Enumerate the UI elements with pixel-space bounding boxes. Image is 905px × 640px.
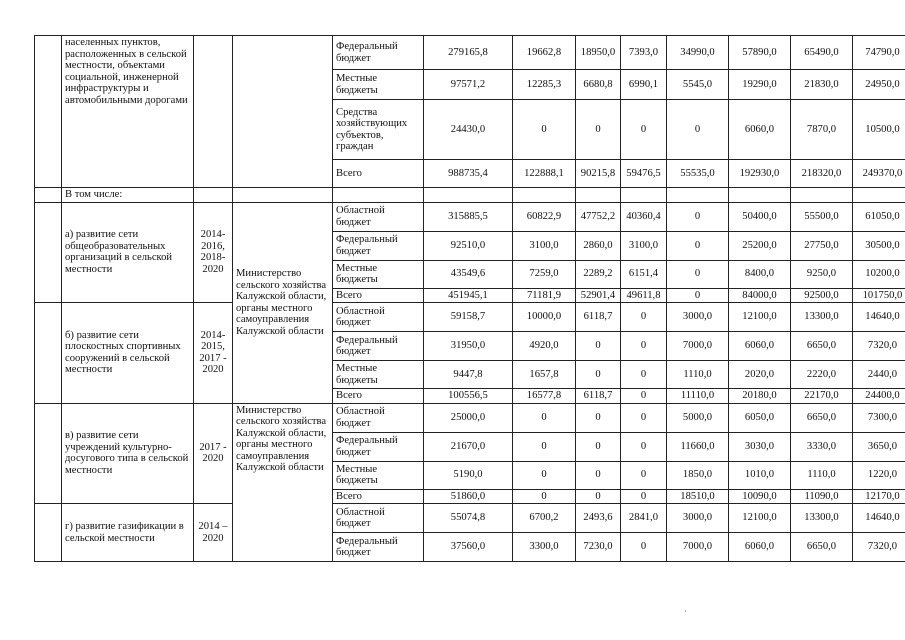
amount-cell: 0: [621, 533, 667, 562]
amount-cell: 2289,2: [576, 260, 621, 288]
funding-source: Федеральный бюджет: [333, 533, 424, 562]
amount-cell: 13300,0: [791, 504, 853, 533]
amount-cell: 0: [576, 461, 621, 489]
amount-cell: 16577,8: [513, 389, 576, 404]
index-cell: [35, 403, 62, 504]
amount-cell: 10000,0: [513, 303, 576, 332]
executor-cell: Министерство сельского хозяйства Калужской области, органы местного самоуправления Калужской области: [233, 403, 333, 562]
funding-source: Местные бюджеты: [333, 461, 424, 489]
amount-cell: 0: [621, 100, 667, 160]
funding-source: Областной бюджет: [333, 403, 424, 432]
index-cell: [35, 202, 62, 303]
amount-cell: 21830,0: [791, 70, 853, 100]
amount-cell: 13300,0: [791, 303, 853, 332]
amount-cell: 43549,6: [424, 260, 513, 288]
amount-cell: 7870,0: [791, 100, 853, 160]
years-cell: [194, 188, 233, 203]
amount-cell: 18950,0: [576, 36, 621, 70]
amount-cell: 7000,0: [667, 332, 729, 361]
amount-cell: 57890,0: [729, 36, 791, 70]
amount-cell: 6060,0: [729, 332, 791, 361]
amount-cell: 60822,9: [513, 202, 576, 231]
empty-cell: [729, 188, 791, 203]
amount-cell: 11660,0: [667, 432, 729, 461]
amount-cell: 7320,0: [853, 533, 905, 562]
measure-label: а) развитие сети общеобразовательных организаций в сельской местности: [62, 202, 194, 303]
amount-cell: 1110,0: [667, 361, 729, 389]
amount-cell: 7300,0: [853, 403, 905, 432]
funding-source: Областной бюджет: [333, 303, 424, 332]
amount-cell: 6060,0: [729, 100, 791, 160]
amount-cell: 3030,0: [729, 432, 791, 461]
funding-source: Федеральный бюджет: [333, 332, 424, 361]
amount-cell: 12100,0: [729, 303, 791, 332]
amount-cell: 0: [621, 461, 667, 489]
amount-cell: 2860,0: [576, 231, 621, 260]
amount-cell: 19290,0: [729, 70, 791, 100]
amount-cell: 6700,2: [513, 504, 576, 533]
amount-cell: 18510,0: [667, 489, 729, 504]
empty-cell: [667, 188, 729, 203]
measure-label: б) развитие сети плоскостных спортивных сооружений в сельской местности: [62, 303, 194, 404]
table-row: [35, 303, 905, 332]
measure-label: г) развитие газификации в сельской местности: [62, 504, 194, 562]
scan-mark: ·: [684, 606, 687, 616]
amount-cell: 0: [576, 361, 621, 389]
amount-cell: 0: [667, 100, 729, 160]
amount-cell: 92510,0: [424, 231, 513, 260]
amount-cell: 27750,0: [791, 231, 853, 260]
amount-cell: 3100,0: [621, 231, 667, 260]
years-cell: [194, 36, 233, 188]
amount-cell: 1110,0: [791, 461, 853, 489]
funding-source: Областной бюджет: [333, 202, 424, 231]
amount-cell: 5190,0: [424, 461, 513, 489]
empty-cell: [424, 188, 513, 203]
amount-cell: 25000,0: [424, 403, 513, 432]
amount-cell: 6650,0: [791, 403, 853, 432]
empty-cell: [513, 188, 576, 203]
funding-source: Местные бюджеты: [333, 70, 424, 100]
amount-cell: 3650,0: [853, 432, 905, 461]
amount-cell: 3100,0: [513, 231, 576, 260]
amount-cell: 90215,8: [576, 160, 621, 188]
amount-cell: 6990,1: [621, 70, 667, 100]
amount-cell: 0: [621, 403, 667, 432]
amount-cell: 3000,0: [667, 303, 729, 332]
amount-cell: 0: [513, 489, 576, 504]
amount-cell: 97571,2: [424, 70, 513, 100]
amount-cell: 5000,0: [667, 403, 729, 432]
amount-cell: 218320,0: [791, 160, 853, 188]
amount-cell: 21670,0: [424, 432, 513, 461]
amount-cell: 192930,0: [729, 160, 791, 188]
table-row: [35, 202, 905, 231]
amount-cell: 0: [576, 489, 621, 504]
empty-cell: [621, 188, 667, 203]
amount-cell: 0: [667, 288, 729, 303]
amount-cell: 84000,0: [729, 288, 791, 303]
amount-cell: 1850,0: [667, 461, 729, 489]
executor-cell: Министерство сельского хозяйства Калужской области, органы местного самоуправления Калужской области: [233, 202, 333, 403]
years-cell: 2014-2015, 2017 - 2020: [194, 303, 233, 404]
amount-cell: 315885,5: [424, 202, 513, 231]
funding-source: Всего: [333, 389, 424, 404]
funding-source: Средства хозяйствующих субъектов, граждан: [333, 100, 424, 160]
amount-cell: 11110,0: [667, 389, 729, 404]
table-row: [35, 504, 905, 533]
amount-cell: 0: [621, 332, 667, 361]
amount-cell: 25200,0: [729, 231, 791, 260]
amount-cell: 59476,5: [621, 160, 667, 188]
amount-cell: 100556,5: [424, 389, 513, 404]
amount-cell: 49611,8: [621, 288, 667, 303]
amount-cell: 24950,0: [853, 70, 905, 100]
amount-cell: 12285,3: [513, 70, 576, 100]
empty-cell: [791, 188, 853, 203]
amount-cell: 0: [576, 432, 621, 461]
amount-cell: 0: [576, 100, 621, 160]
amount-cell: 122888,1: [513, 160, 576, 188]
amount-cell: 6650,0: [791, 533, 853, 562]
amount-cell: 37560,0: [424, 533, 513, 562]
amount-cell: 10090,0: [729, 489, 791, 504]
amount-cell: 24400,0: [853, 389, 905, 404]
amount-cell: 22170,0: [791, 389, 853, 404]
funding-source: Всего: [333, 160, 424, 188]
funding-source: Федеральный бюджет: [333, 36, 424, 70]
amount-cell: 3300,0: [513, 533, 576, 562]
index-cell: [35, 504, 62, 562]
amount-cell: 0: [667, 202, 729, 231]
amount-cell: 0: [513, 432, 576, 461]
amount-cell: 51860,0: [424, 489, 513, 504]
amount-cell: 6050,0: [729, 403, 791, 432]
amount-cell: 14640,0: [853, 504, 905, 533]
funding-source: Федеральный бюджет: [333, 231, 424, 260]
index-cell: [35, 36, 62, 188]
empty-cell: [853, 188, 905, 203]
amount-cell: 52901,4: [576, 288, 621, 303]
amount-cell: 6680,8: [576, 70, 621, 100]
amount-cell: 7393,0: [621, 36, 667, 70]
amount-cell: 12170,0: [853, 489, 905, 504]
amount-cell: 12100,0: [729, 504, 791, 533]
executor-cell: [233, 188, 333, 203]
budget-table: [34, 35, 905, 562]
amount-cell: 1010,0: [729, 461, 791, 489]
amount-cell: 7320,0: [853, 332, 905, 361]
amount-cell: 0: [576, 332, 621, 361]
amount-cell: 0: [513, 403, 576, 432]
funding-source: Местные бюджеты: [333, 361, 424, 389]
amount-cell: 0: [667, 260, 729, 288]
amount-cell: 6060,0: [729, 533, 791, 562]
amount-cell: 6151,4: [621, 260, 667, 288]
amount-cell: 0: [576, 403, 621, 432]
amount-cell: 7230,0: [576, 533, 621, 562]
measure-label: в) развитие сети учреждений культурно-досугового типа в сельской местности: [62, 403, 194, 504]
amount-cell: 31950,0: [424, 332, 513, 361]
table-row: [35, 403, 905, 432]
amount-cell: 30500,0: [853, 231, 905, 260]
years-cell: 2014 – 2020: [194, 504, 233, 562]
funding-source: Федеральный бюджет: [333, 432, 424, 461]
amount-cell: 55535,0: [667, 160, 729, 188]
amount-cell: 6650,0: [791, 332, 853, 361]
amount-cell: 55500,0: [791, 202, 853, 231]
amount-cell: 988735,4: [424, 160, 513, 188]
amount-cell: 8400,0: [729, 260, 791, 288]
amount-cell: 2841,0: [621, 504, 667, 533]
amount-cell: 1657,8: [513, 361, 576, 389]
amount-cell: 0: [513, 461, 576, 489]
amount-cell: 1220,0: [853, 461, 905, 489]
amount-cell: 71181,9: [513, 288, 576, 303]
amount-cell: 50400,0: [729, 202, 791, 231]
years-cell: 2017 - 2020: [194, 403, 233, 504]
amount-cell: 0: [621, 361, 667, 389]
amount-cell: 6118,7: [576, 389, 621, 404]
amount-cell: 4920,0: [513, 332, 576, 361]
amount-cell: 0: [621, 432, 667, 461]
funding-source: Всего: [333, 288, 424, 303]
amount-cell: 9250,0: [791, 260, 853, 288]
amount-cell: 74790,0: [853, 36, 905, 70]
amount-cell: 10200,0: [853, 260, 905, 288]
section-label: В том числе:: [62, 188, 194, 203]
years-cell: 2014-2016, 2018-2020: [194, 202, 233, 303]
index-cell: [35, 188, 62, 203]
amount-cell: 0: [513, 100, 576, 160]
amount-cell: 65490,0: [791, 36, 853, 70]
amount-cell: 34990,0: [667, 36, 729, 70]
funding-source: Местные бюджеты: [333, 260, 424, 288]
amount-cell: 0: [621, 489, 667, 504]
amount-cell: 2220,0: [791, 361, 853, 389]
executor-cell: [233, 36, 333, 188]
amount-cell: 0: [667, 231, 729, 260]
amount-cell: 9447,8: [424, 361, 513, 389]
amount-cell: 2440,0: [853, 361, 905, 389]
amount-cell: 11090,0: [791, 489, 853, 504]
amount-cell: 19662,8: [513, 36, 576, 70]
amount-cell: 47752,2: [576, 202, 621, 231]
amount-cell: 40360,4: [621, 202, 667, 231]
amount-cell: 6118,7: [576, 303, 621, 332]
empty-cell: [576, 188, 621, 203]
amount-cell: 10500,0: [853, 100, 905, 160]
amount-cell: 20180,0: [729, 389, 791, 404]
amount-cell: 3000,0: [667, 504, 729, 533]
amount-cell: 24430,0: [424, 100, 513, 160]
amount-cell: 92500,0: [791, 288, 853, 303]
amount-cell: 2493,6: [576, 504, 621, 533]
measure-label: населенных пунктов, расположенных в сельской местности, объектами социальной, инженерной инфраструктуры и автомобильными дорогами: [62, 36, 194, 188]
amount-cell: 7259,0: [513, 260, 576, 288]
amount-cell: 14640,0: [853, 303, 905, 332]
amount-cell: 249370,0: [853, 160, 905, 188]
amount-cell: 451945,1: [424, 288, 513, 303]
section-row: [35, 188, 905, 203]
table-row: [35, 36, 905, 70]
amount-cell: 101750,0: [853, 288, 905, 303]
amount-cell: 5545,0: [667, 70, 729, 100]
amount-cell: 2020,0: [729, 361, 791, 389]
amount-cell: 59158,7: [424, 303, 513, 332]
amount-cell: 3330,0: [791, 432, 853, 461]
amount-cell: 279165,8: [424, 36, 513, 70]
funding-source: Областной бюджет: [333, 504, 424, 533]
amount-cell: 7000,0: [667, 533, 729, 562]
empty-cell: [333, 188, 424, 203]
amount-cell: 0: [621, 389, 667, 404]
index-cell: [35, 303, 62, 404]
amount-cell: 0: [621, 303, 667, 332]
amount-cell: 61050,0: [853, 202, 905, 231]
amount-cell: 55074,8: [424, 504, 513, 533]
funding-source: Всего: [333, 489, 424, 504]
